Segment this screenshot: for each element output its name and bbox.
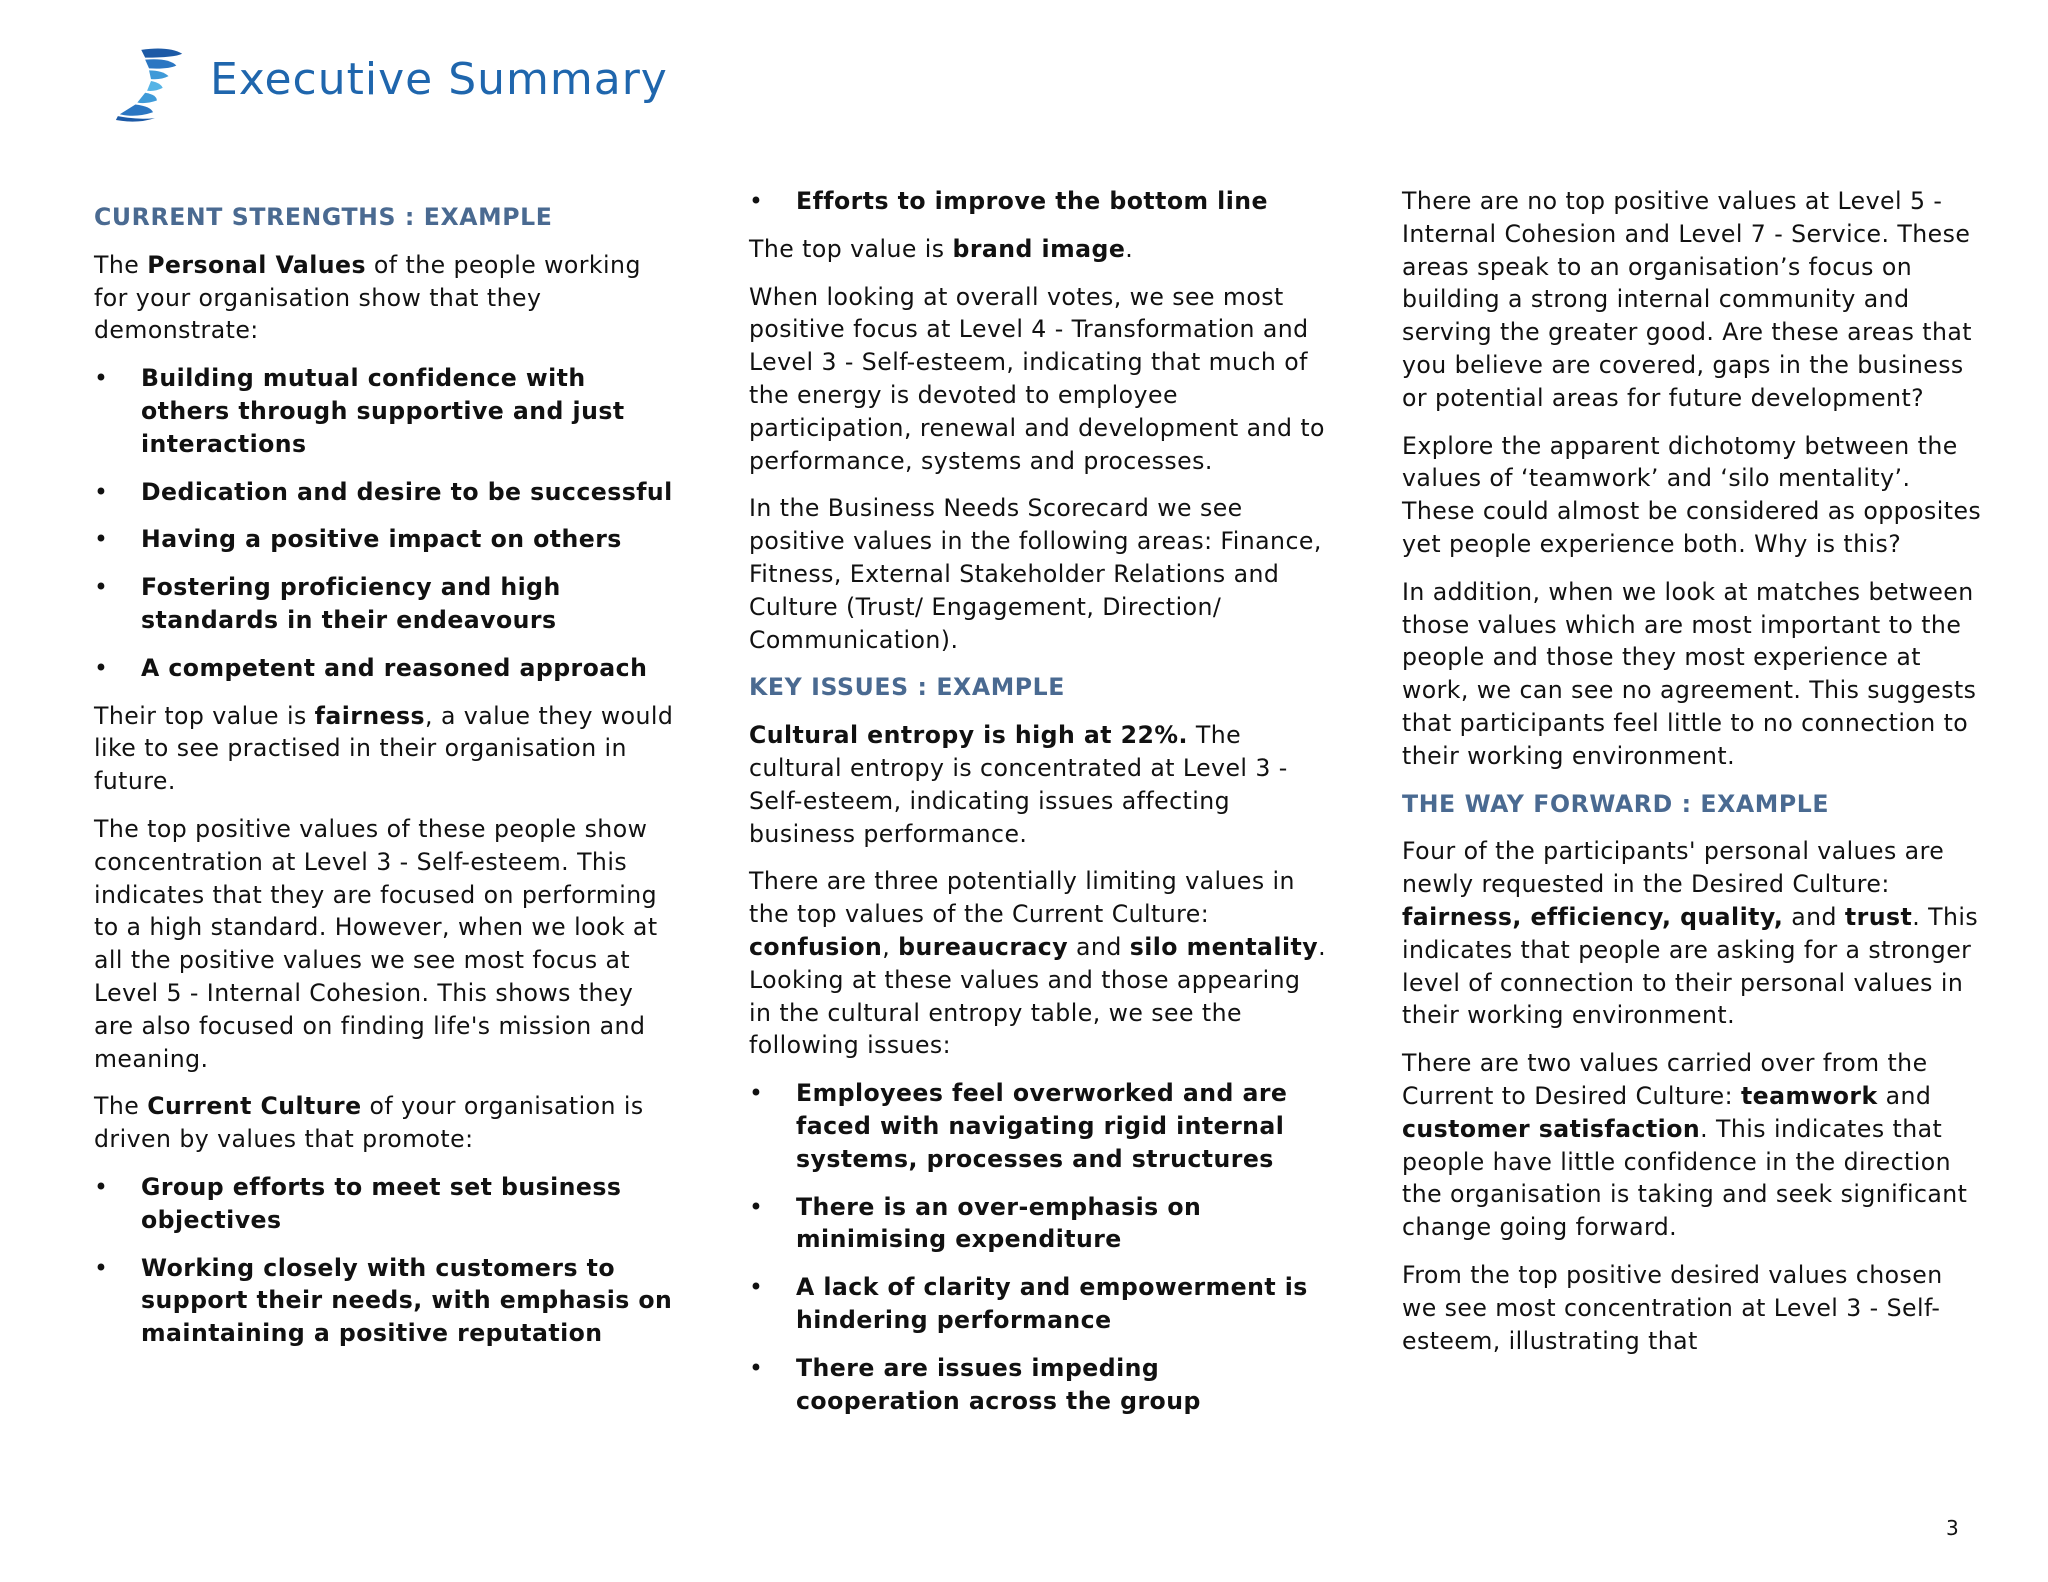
paragraph-no-top-values: There are no top positive values at Level 5 - Internal Cohesion and Level 7 - Service. These areas speak to an organisation’s focus on building a strong internal community and serving the greater good. Are these areas that you believe are covered, gaps in the business or potential areas for future development? <box>1402 187 1972 412</box>
section-heading-key-issues: KEY ISSUES : EXAMPLE <box>749 673 1066 702</box>
list-item: • Fostering proficiency and high standards in their endeavours <box>94 571 674 637</box>
list-item: • Employees feel overworked and are faced with navigating rigid internal systems, processes and structures <box>749 1077 1329 1175</box>
paragraph-limiting-values: There are three potentially limiting values in the top values of the Current Culture: confusion, bureaucracy and silo mentality. Looking at these values and those appearing in the cultural entropy table, we see the following issues: <box>749 867 1327 1060</box>
list-item: • Working closely with customers to support their needs, with emphasis on maintaining a positive reputation <box>94 1252 674 1350</box>
paragraph-current-culture: The Current Culture of your organisation is driven by values that promote: <box>94 1092 644 1154</box>
bullet-list-continued <box>749 185 1329 218</box>
column-right <box>1402 185 1982 1372</box>
list-item: • Dedication and desire to be successful <box>94 476 674 509</box>
paragraph-top-value: Their top value is fairness, a value they would like to see practised in their organisation in future. <box>94 701 674 796</box>
paragraph-newly-requested: Four of the participants' personal values are newly requested in the Desired Culture: fairness, efficiency, quality, and trust. This indicates that people are asking for a stronger level of connection to their personal values in their working environment. <box>1402 837 1979 1030</box>
page-number: 3 <box>1946 1516 1959 1540</box>
paragraph-brand-image: The top value is brand image. <box>749 234 1134 263</box>
paragraph-positive-values: The top positive values of these people show concentration at Level 3 - Self-esteem. This indicates that they are focused on performing to a high standard. However, when we look at all the positive values we see most focus at Level 5 - Internal Cohesion. This shows they are also focused on finding life's mission and meaning. <box>94 814 658 1073</box>
list-item: • Building mutual confidence with others through supportive and just interactions <box>94 362 674 460</box>
list-item: • A competent and reasoned approach <box>94 652 674 685</box>
section-heading-current-strengths: CURRENT STRENGTHS : EXAMPLE <box>94 203 553 231</box>
bullet-list-issues <box>749 1077 1329 1417</box>
list-item: • Having a positive impact on others <box>94 523 674 556</box>
paragraph-personal-values: The Personal Values of the people working for your organisation show that they demonstrate: <box>94 250 641 345</box>
column-left <box>94 201 674 1365</box>
list-item: • Group efforts to meet set business objectives <box>94 1171 674 1237</box>
bullet-list-current-culture <box>94 1171 674 1350</box>
list-item: • A lack of clarity and empowerment is hindering performance <box>749 1271 1329 1337</box>
paragraph-carried-over: There are two values carried over from the Current to Desired Culture: teamwork and customer satisfaction. This indicates that people have little confidence in the direction the organisation is taking and seek significant change going forward. <box>1402 1049 1968 1242</box>
paragraph-dichotomy: Explore the apparent dichotomy between the values of ‘teamwork’ and ‘silo mentality’. These could almost be considered as opposites yet people experience both. Why is this? <box>1402 431 1982 558</box>
section-heading-way-forward: THE WAY FORWARD : EXAMPLE <box>1402 789 1830 818</box>
column-middle <box>749 185 1329 1432</box>
list-item: • There are issues impeding cooperation across the group <box>749 1352 1329 1418</box>
page-title: Executive Summary <box>210 54 668 105</box>
paragraph-business-needs: In the Business Needs Scorecard we see positive values in the following areas: Finance, Fitness, External Stakeholder Relations and Culture (Trust/ Engagement, Direction/ Communication). <box>749 494 1322 654</box>
paragraph-desired-values: From the top positive desired values chosen we see most concentration at Level 3 - Self-esteem, illustrating that <box>1402 1260 1943 1355</box>
swirl-logo-icon <box>112 44 190 122</box>
paragraph-cultural-entropy: Cultural entropy is high at 22%. The cultural entropy is concentrated at Level 3 - Self-esteem, indicating issues affecting business performance. <box>749 721 1288 848</box>
bullet-list-personal-values <box>94 362 674 684</box>
list-item: • Efforts to improve the bottom line <box>749 185 1329 218</box>
paragraph-matches: In addition, when we look at matches between those values which are most important to the people and those they most experience at work, we can see no agreement. This suggests that participants feel little to no connection to their working environment. <box>1402 577 1977 770</box>
paragraph-overall-votes: When looking at overall votes, we see most positive focus at Level 4 - Transformation and Level 3 - Self-esteem, indicating that much of the energy is devoted to employee participation, renewal and development and to performance, systems and processes. <box>749 282 1325 475</box>
list-item: • There is an over-emphasis on minimising expenditure <box>749 1191 1329 1257</box>
